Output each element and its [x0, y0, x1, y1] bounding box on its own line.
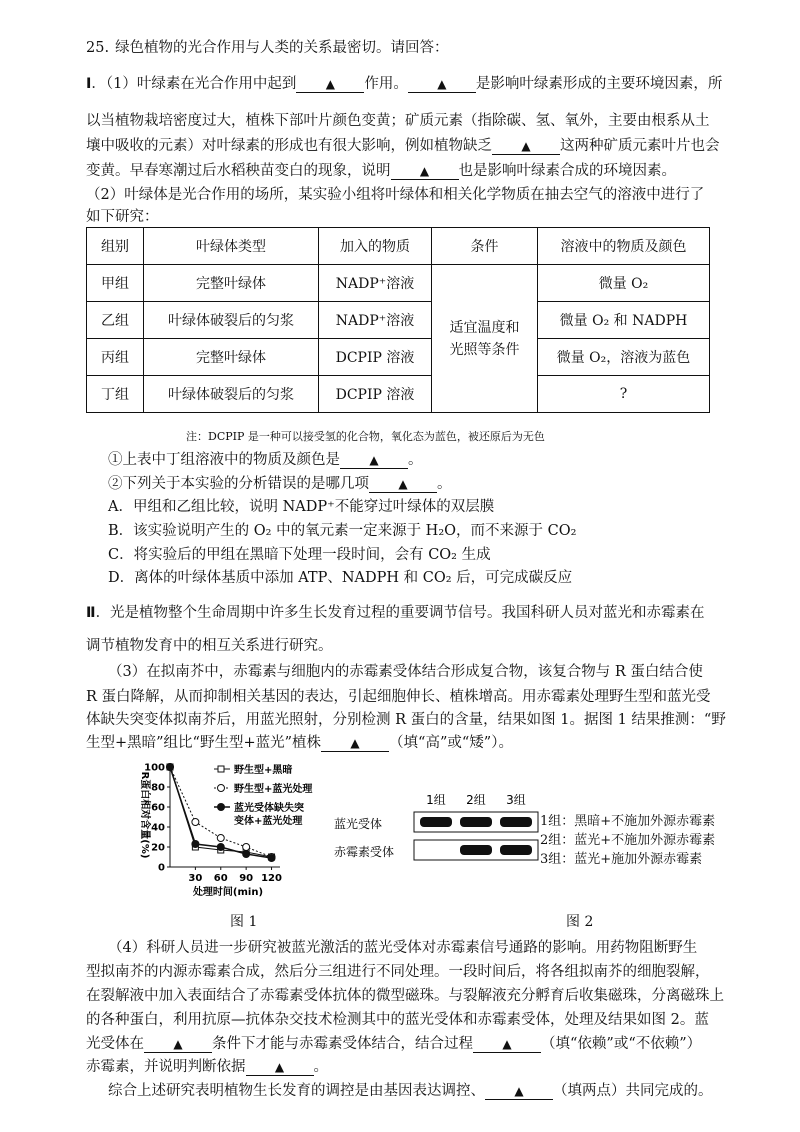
table-header: 加入的物质 — [319, 228, 432, 265]
table-header: 组别 — [87, 228, 144, 265]
sub-question-1: ①上表中丁组溶液中的物质及颜色是 ▲ 。 — [108, 452, 423, 468]
table-header: 溶液中的物质及颜色 — [538, 228, 710, 265]
lane-label: 3组 — [506, 793, 526, 807]
group-desc-2: 2组：蓝光+不施加外源赤霉素 — [540, 833, 716, 848]
row-label-ga-receptor: 赤霉素受体 — [334, 845, 395, 859]
table-cell: 完整叶绿体 — [144, 339, 319, 376]
option-d[interactable]: D．离体的叶绿体基质中添加 ATP、NADPH 和 CO₂ 后，可完成碳反应 — [108, 570, 573, 586]
x-tick-label: 60 — [213, 873, 228, 884]
y-tick-label: 100 — [144, 762, 165, 774]
question-text: 绿色植物的光合作用与人类的关系最密切。请回答： — [115, 40, 449, 56]
part1-q1-line4: 变黄。早春寒潮过后水稻秧苗变白的现象，说明 ▲ 也是影响叶绿素合成的环境因素。 — [86, 163, 676, 179]
chart-legend — [214, 763, 313, 827]
y-tick-label: 20 — [151, 842, 165, 854]
part2-label: Ⅱ — [86, 605, 96, 621]
part1-q2-line2: 如下研究： — [86, 209, 159, 225]
figure1-chart — [130, 757, 330, 907]
table-cell: 叶绿体破裂后的匀浆 — [144, 302, 319, 339]
legend-label-c2: 变体+蓝光处理 — [234, 816, 303, 827]
data-point — [166, 763, 174, 771]
part2-q3-line4: 生型+黑暗”组比“野生型+蓝光”植株 ▲ （填“高”或“矮”）。 — [86, 735, 513, 751]
table-row — [87, 302, 710, 339]
table-cell: 乙组 — [87, 302, 144, 339]
part2-q3-line3: 体缺失突变体拟南芥后，用蓝光照射，分别检测 R 蛋白的含量，结果如图 1。据图 1 结果推测：“野 — [86, 712, 726, 728]
final-summary: 综合上述研究表明植物生长发育的调控是由基因表达调控、 ▲ （填两点）共同完成的。 — [108, 1083, 713, 1099]
data-point — [191, 840, 199, 848]
data-point — [243, 844, 250, 851]
legend-marker-dot — [217, 803, 225, 811]
question-title — [86, 38, 449, 58]
table-header: 叶绿体类型 — [144, 228, 319, 265]
y-tick-label: 40 — [151, 822, 165, 834]
part1-q1-line3: 壤中吸收的元素）对叶绿素的形成也有很大影响，例如植物缺乏 ▲ 这两种矿质元素叶片也会 — [86, 138, 720, 154]
data-point — [268, 854, 276, 862]
legend-label-b: 野生型+蓝光处理 — [234, 784, 313, 795]
part2-intro-line1: Ⅱ．光是植物整个生命周期中许多生长发育过程的重要调节信号。我国科研人员对蓝光和赤霉素在 — [86, 605, 705, 621]
table-cell: 丙组 — [87, 339, 144, 376]
table-cell: 甲组 — [87, 265, 144, 302]
answer-blank[interactable]: ▲ — [369, 474, 437, 494]
table-cell: ? — [538, 376, 710, 413]
table-cell: 微量 O₂，溶液为蓝色 — [538, 339, 710, 376]
part2-q4-line5: 光受体在 ▲ 条件下才能与赤霉素受体结合，结合过程 ▲ （填“依赖”或“不依赖”） — [86, 1036, 702, 1052]
part1-label: Ⅰ — [86, 76, 92, 92]
band-1-2 — [460, 817, 492, 827]
part1-q2-line1: （2）叶绿体是光合作用的场所，某实验小组将叶绿体和相关化学物质在抽去空气的溶液中进行了 — [86, 187, 705, 203]
part2-q3-line1: （3）在拟南芥中，赤霉素与细胞内的赤霉素受体结合形成复合物，该复合物与 R 蛋白结合使 — [108, 664, 703, 680]
row-label-blue-receptor: 蓝光受体 — [334, 817, 383, 831]
table-cell: 丁组 — [87, 376, 144, 413]
table-cell-condition: 适宜温度和 光照等条件 — [432, 265, 538, 413]
legend-label-a: 野生型+黑暗 — [234, 765, 293, 776]
legend-marker-circle — [218, 785, 225, 792]
answer-blank[interactable]: ▲ — [340, 450, 408, 470]
table-cell: NADP⁺溶液 — [319, 302, 432, 339]
data-point — [217, 835, 224, 842]
group-desc-1: 1组：黑暗+不施加外源赤霉素 — [540, 814, 716, 829]
answer-blank[interactable]: ▲ — [296, 74, 364, 94]
lane-label: 1组 — [426, 793, 446, 807]
option-c[interactable]: C．将实验后的甲组在黑暗下处理一段时间，会有 CO₂ 生成 — [108, 547, 491, 563]
part2-q4-line1: （4）科研人员进一步研究被蓝光激活的蓝光受体对赤霉素信号通路的影响。用药物阻断野生 — [108, 940, 698, 956]
data-point — [217, 843, 225, 851]
part1-q1-line1: Ⅰ．（1）叶绿素在光合作用中起到 ▲ 作用。 ▲ 是影响叶绿素形成的主要环境因素，所 — [86, 76, 723, 92]
answer-blank[interactable]: ▲ — [473, 1034, 541, 1054]
data-point — [192, 819, 199, 826]
y-tick-label: 60 — [151, 802, 165, 814]
answer-blank[interactable]: ▲ — [321, 733, 389, 753]
y-tick-label: 80 — [151, 782, 165, 794]
x-tick-label: 120 — [261, 873, 282, 884]
part2-q4-line2: 型拟南芥的内源赤霉素合成，然后分三组进行不同处理。一段时间后，将各组拟南芥的细胞裂解， — [86, 964, 710, 980]
table-row — [87, 265, 710, 302]
option-a[interactable]: A．甲组和乙组比较，说明 NADP⁺不能穿过叶绿体的双层膜 — [108, 499, 495, 515]
part2-q4-line4: 的各种蛋白，利用抗原—抗体杂交技术检测其中的蓝光受体和赤霉素受体，处理及结果如图 2。蓝 — [86, 1012, 709, 1028]
table-cell: 完整叶绿体 — [144, 265, 319, 302]
table-cell: 叶绿体破裂后的匀浆 — [144, 376, 319, 413]
data-point — [242, 850, 250, 858]
answer-blank[interactable]: ▲ — [246, 1057, 314, 1077]
table-cell: DCPIP 溶液 — [319, 339, 432, 376]
table-row — [87, 376, 710, 413]
answer-blank[interactable]: ▲ — [391, 161, 459, 181]
y-axis-label: R蛋白相对含量(%) — [139, 771, 150, 859]
table-note: 注：DCPIP 是一种可以接受氢的化合物，氧化态为蓝色，被还原后为无色 — [186, 430, 545, 443]
band-2-3 — [500, 845, 532, 855]
sub-question-2: ②下列关于本实验的分析错误的是哪几项 ▲ 。 — [108, 476, 452, 492]
figure1-caption: 图 1 — [230, 914, 258, 930]
experiment-table — [86, 227, 710, 413]
table-cell: 微量 O₂ 和 NADPH — [538, 302, 710, 339]
part2-q4-line3: 在裂解液中加入表面结合了赤霉素受体抗体的微型磁珠。与裂解液充分孵育后收集磁珠，分离磁珠上 — [86, 988, 724, 1004]
question-number: 25. — [86, 40, 110, 56]
answer-blank[interactable]: ▲ — [485, 1081, 553, 1101]
table-row — [87, 339, 710, 376]
table-header-row — [87, 228, 710, 265]
legend-label-c1: 蓝光受体缺失突 — [234, 803, 304, 814]
band-1-1 — [420, 817, 452, 827]
part1-q1-line2: 以当植物栽培密度过大，植株下部叶片颜色变黄；矿质元素（指除碳、氢、氧外，主要由根系从土 — [86, 113, 710, 129]
part2-q4-line6: 赤霉素，并说明判断依据 ▲ 。 — [86, 1059, 328, 1075]
y-tick-label: 0 — [158, 862, 165, 874]
lane-label: 2组 — [466, 793, 486, 807]
band-1-3 — [500, 817, 532, 827]
figure2-caption: 图 2 — [566, 914, 594, 930]
legend-marker-square — [218, 766, 224, 772]
group-desc-3: 3组：蓝光+施加外源赤霉素 — [540, 852, 703, 867]
table-cell: DCPIP 溶液 — [319, 376, 432, 413]
answer-blank[interactable]: ▲ — [144, 1034, 212, 1054]
x-axis-label: 处理时间(min) — [192, 887, 264, 898]
part2-intro-line2: 调节植物发育中的相互关系进行研究。 — [86, 638, 333, 654]
part2-q3-line2: R 蛋白降解，从而抑制相关基因的表达，引起细胞伸长、植株增高。用赤霉素处理野生型和蓝光受 — [86, 689, 711, 705]
answer-blank[interactable]: ▲ — [408, 74, 476, 94]
table-cell: NADP⁺溶液 — [319, 265, 432, 302]
x-tick-label: 90 — [239, 873, 254, 884]
table-header: 条件 — [432, 228, 538, 265]
option-b[interactable]: B．该实验说明产生的 O₂ 中的氧元素一定来源于 H₂O，而不来源于 CO₂ — [108, 523, 577, 539]
answer-blank[interactable]: ▲ — [492, 136, 560, 156]
table-cell: 微量 O₂ — [538, 265, 710, 302]
band-2-2 — [460, 845, 492, 855]
x-tick-label: 30 — [188, 873, 203, 884]
